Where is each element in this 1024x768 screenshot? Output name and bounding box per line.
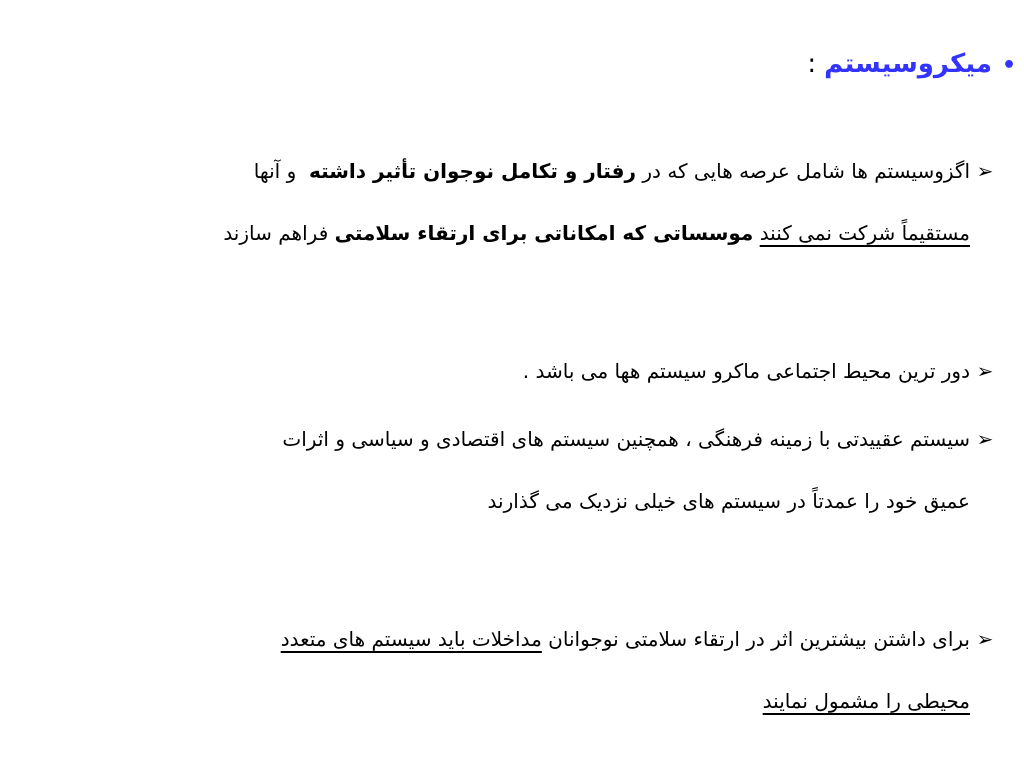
arrow-bullet-icon: ➢ xyxy=(976,427,994,451)
text-segment: عمیق خود را عمدتاً در سیستم های خیلی نزدیک می گذارند xyxy=(487,489,970,513)
underlined-text-segment: محیطی را مشمول نمایند xyxy=(762,689,970,713)
paragraph-line xyxy=(281,608,1000,670)
text-segment: سیستم عقییدتی با زمینه فرهنگی ، همچنین سیستم های اقتصادی و سیاسی و اثرات xyxy=(282,427,970,451)
underlined-text-segment: مستقیماً شرکت نمی کنند xyxy=(759,221,970,245)
paragraph-line xyxy=(223,202,1000,264)
bullet-icon: • xyxy=(1001,53,1016,78)
arrow-bullet-icon: ➢ xyxy=(976,159,994,183)
text-segment: اگزوسیستم ها شامل عرصه هایی که در xyxy=(642,159,970,183)
paragraph-line xyxy=(281,670,1000,732)
text-segment: برای داشتن بیشترین اثر در ارتقاء سلامتی نوجوانان xyxy=(548,627,970,651)
text-segment: و آنها xyxy=(253,159,297,183)
paragraph-line xyxy=(523,340,1000,402)
bold-text-segment: رفتار و تکامل نوجوان تأثیر داشته xyxy=(308,159,637,183)
paragraph-interventions xyxy=(281,608,1000,732)
heading-colon: : xyxy=(807,49,817,79)
bold-text-segment: موسساتی که امکاناتی برای ارتقاء سلامتی xyxy=(334,221,754,245)
underlined-text-segment: مداخلات باید سیستم های متعدد xyxy=(280,627,542,651)
slide-heading xyxy=(807,44,1016,86)
text-segment: فراهم سازند xyxy=(223,221,329,245)
heading-title: میکروسیستم xyxy=(824,49,992,79)
paragraph-line xyxy=(282,470,1000,532)
arrow-bullet-icon: ➢ xyxy=(976,627,994,651)
arrow-bullet-icon: ➢ xyxy=(976,359,994,383)
paragraph-belief-system xyxy=(282,408,1000,532)
paragraph-line xyxy=(223,140,1000,202)
paragraph-macrosystem xyxy=(523,340,1000,402)
text-segment: دور ترین محیط اجتماعی ماکرو سیستم هها می باشد . xyxy=(522,359,970,383)
paragraph-line xyxy=(282,408,1000,470)
paragraph-exosystem xyxy=(223,140,1000,264)
